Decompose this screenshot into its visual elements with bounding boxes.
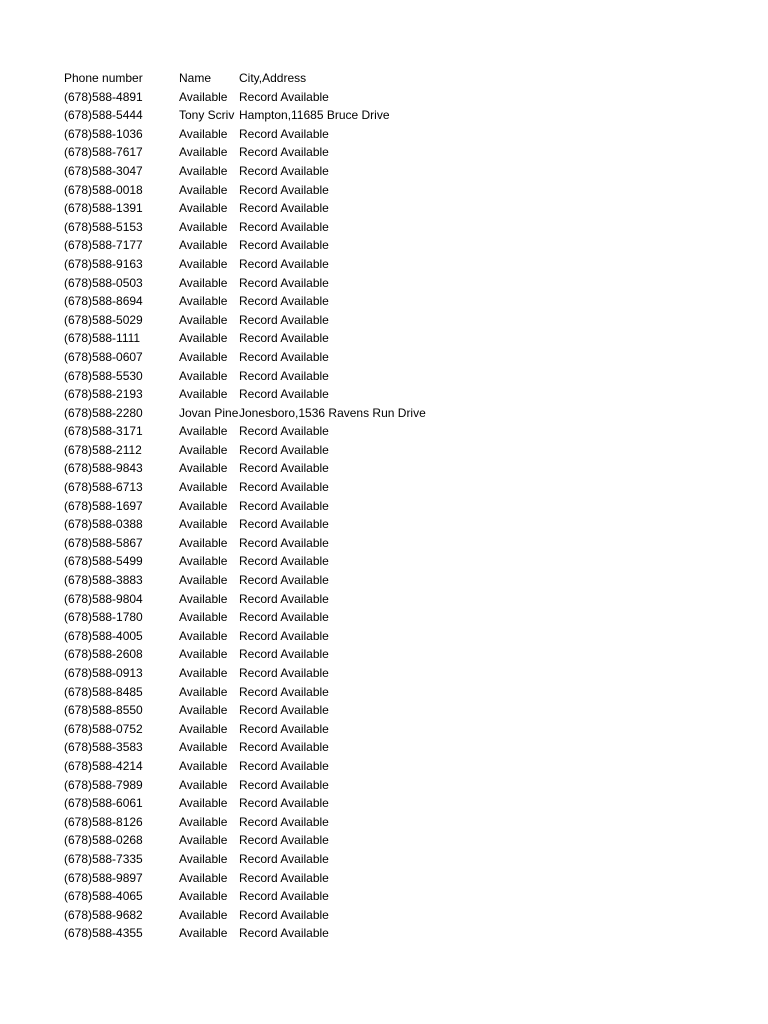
cell-phone-number: (678)588-9804 (64, 591, 143, 606)
table-row (64, 776, 484, 795)
cell-phone-number: (678)588-8550 (64, 703, 143, 718)
table-row (64, 906, 484, 925)
cell-phone-number: (678)588-0913 (64, 666, 143, 680)
cell-name: Available (179, 201, 228, 216)
cell-phone-number: (678)588-2280 (64, 405, 143, 420)
table-row (64, 831, 484, 850)
table-row (64, 757, 484, 776)
cell-phone-number: (678)588-7335 (64, 851, 143, 866)
cell-city-address: Record Available (239, 442, 329, 457)
header-city-address: City,Address (239, 71, 307, 85)
table-row (64, 664, 484, 683)
table-row (64, 125, 484, 144)
cell-name: Available (179, 89, 228, 104)
cell-city-address: Record Available (239, 163, 329, 178)
cell-name: Available (179, 275, 228, 290)
cell-phone-number: (678)588-8485 (64, 684, 143, 699)
cell-phone-number: (678)588-4355 (64, 926, 143, 941)
table-row (64, 143, 484, 162)
cell-phone-number: (678)588-3047 (64, 163, 143, 178)
table-row (64, 255, 484, 274)
cell-city-address: Record Available (239, 480, 329, 495)
cell-phone-number: (678)588-9843 (64, 461, 143, 476)
table-row (64, 478, 484, 497)
cell-name: Available (179, 573, 228, 588)
cell-name: Available (179, 666, 228, 680)
cell-city-address: Record Available (239, 889, 329, 904)
cell-city-address: Record Available (239, 461, 329, 476)
table-body (64, 88, 484, 943)
phone-records-table (64, 69, 484, 943)
cell-phone-number: (678)588-0268 (64, 833, 143, 848)
cell-city-address: Record Available (239, 926, 329, 941)
table-row (64, 645, 484, 664)
table-row (64, 813, 484, 832)
header-phone-number: Phone number (64, 71, 143, 85)
table-row (64, 924, 484, 943)
cell-name: Available (179, 684, 228, 699)
cell-city-address: Record Available (239, 182, 329, 197)
table-row (64, 552, 484, 571)
cell-city-address: Record Available (239, 796, 329, 811)
cell-phone-number: (678)588-0018 (64, 182, 143, 197)
cell-name: Available (179, 256, 228, 271)
cell-name: Available (179, 851, 228, 866)
table-row (64, 534, 484, 553)
table-row (64, 236, 484, 255)
cell-city-address: Record Available (239, 219, 329, 234)
cell-phone-number: (678)588-0503 (64, 275, 143, 290)
cell-name: Available (179, 758, 228, 773)
cell-city-address: Record Available (239, 758, 329, 773)
cell-city-address: Record Available (239, 666, 329, 680)
table-row (64, 515, 484, 534)
table-row (64, 720, 484, 739)
cell-name: Available (179, 219, 228, 234)
cell-phone-number: (678)588-1111 (64, 331, 141, 346)
cell-city-address: Record Available (239, 777, 329, 792)
table-row (64, 738, 484, 757)
cell-city-address: Record Available (239, 647, 329, 662)
cell-name: Available (179, 424, 228, 439)
table-row (64, 162, 484, 181)
cell-city-address: Record Available (239, 535, 329, 550)
cell-phone-number: (678)588-7177 (64, 238, 143, 253)
cell-city-address: Record Available (239, 591, 329, 606)
cell-phone-number: (678)588-9163 (64, 256, 143, 271)
cell-city-address: Record Available (239, 498, 329, 513)
cell-name: Available (179, 703, 228, 718)
cell-name: Available (179, 145, 228, 160)
cell-name: Available (179, 480, 228, 495)
cell-city-address: Record Available (239, 907, 329, 922)
cell-phone-number: (678)588-1780 (64, 610, 143, 625)
table-row (64, 869, 484, 888)
cell-phone-number: (678)588-7617 (64, 145, 143, 160)
cell-name: Available (179, 833, 228, 848)
cell-city-address: Record Available (239, 573, 329, 588)
table-row (64, 218, 484, 237)
table-row (64, 608, 484, 627)
cell-name: Available (179, 163, 228, 178)
table-row (64, 274, 484, 293)
cell-name: Available (179, 610, 228, 625)
cell-name: Available (179, 926, 228, 941)
cell-name: Available (179, 517, 228, 532)
cell-city-address: Record Available (239, 833, 329, 848)
cell-city-address: Record Available (239, 517, 329, 532)
cell-name: Available (179, 498, 228, 513)
cell-city-address: Record Available (239, 294, 329, 309)
table-row (64, 441, 484, 460)
cell-city-address: Record Available (239, 740, 329, 755)
table-row (64, 590, 484, 609)
cell-name: Available (179, 312, 228, 327)
cell-city-address: Record Available (239, 610, 329, 625)
cell-phone-number: (678)588-5444 (64, 108, 143, 123)
cell-city-address: Record Available (239, 331, 329, 346)
cell-name: Available (179, 294, 228, 309)
cell-name: Available (179, 889, 228, 904)
table-row (64, 348, 484, 367)
cell-city-address: Record Available (239, 126, 329, 141)
cell-phone-number: (678)588-7989 (64, 777, 143, 792)
cell-city-address: Record Available (239, 628, 329, 643)
cell-city-address: Record Available (239, 312, 329, 327)
cell-name: Available (179, 591, 228, 606)
cell-name: Available (179, 628, 228, 643)
cell-name: Available (179, 721, 228, 736)
cell-city-address: Record Available (239, 424, 329, 439)
cell-phone-number: (678)588-5499 (64, 554, 143, 569)
cell-name: Available (179, 331, 228, 346)
cell-name: Available (179, 535, 228, 550)
cell-name: Available (179, 647, 228, 662)
cell-name: Available (179, 442, 228, 457)
cell-phone-number: (678)588-3171 (64, 424, 143, 439)
cell-name: Available (179, 182, 228, 197)
cell-city-address: Record Available (239, 275, 329, 290)
table-row (64, 404, 484, 423)
table-row (64, 683, 484, 702)
cell-phone-number: (678)588-4891 (64, 89, 143, 104)
cell-phone-number: (678)588-4214 (64, 758, 143, 773)
cell-phone-number: (678)588-0752 (64, 721, 143, 736)
cell-phone-number: (678)588-5153 (64, 219, 143, 234)
cell-name: Tony Scriv (179, 108, 235, 123)
cell-phone-number: (678)588-1036 (64, 126, 143, 141)
cell-name: Available (179, 126, 228, 141)
cell-city-address: Record Available (239, 145, 329, 160)
cell-name: Available (179, 349, 228, 364)
table-row (64, 497, 484, 516)
cell-name: Available (179, 740, 228, 755)
cell-phone-number: (678)588-1391 (64, 201, 143, 216)
table-row (64, 367, 484, 386)
cell-phone-number: (678)588-4065 (64, 889, 143, 904)
cell-phone-number: (678)588-8694 (64, 294, 143, 309)
cell-name: Available (179, 387, 228, 402)
cell-city-address: Record Available (239, 703, 329, 718)
cell-city-address: Hampton,11685 Bruce Drive (239, 108, 390, 123)
table-row (64, 292, 484, 311)
cell-phone-number: (678)588-5029 (64, 312, 143, 327)
cell-phone-number: (678)588-6713 (64, 480, 143, 495)
cell-name: Available (179, 814, 228, 829)
cell-phone-number: (678)588-2608 (64, 647, 143, 662)
cell-name: Available (179, 870, 228, 885)
cell-name: Available (179, 907, 228, 922)
table-row (64, 199, 484, 218)
cell-name: Available (179, 777, 228, 792)
cell-city-address: Record Available (239, 256, 329, 271)
cell-city-address: Record Available (239, 201, 329, 216)
cell-city-address: Record Available (239, 349, 329, 364)
cell-phone-number: (678)588-0607 (64, 349, 143, 364)
cell-city-address: Record Available (239, 554, 329, 569)
cell-phone-number: (678)588-3883 (64, 573, 143, 588)
table-row (64, 181, 484, 200)
table-row (64, 311, 484, 330)
cell-city-address: Record Available (239, 238, 329, 253)
cell-name: Available (179, 554, 228, 569)
cell-phone-number: (678)588-4005 (64, 628, 143, 643)
table-row (64, 385, 484, 404)
cell-name: Available (179, 238, 228, 253)
cell-city-address: Record Available (239, 870, 329, 885)
cell-phone-number: (678)588-6061 (64, 796, 143, 811)
cell-name: Available (179, 796, 228, 811)
cell-city-address: Record Available (239, 721, 329, 736)
table-row (64, 88, 484, 107)
cell-city-address: Record Available (239, 684, 329, 699)
cell-phone-number: (678)588-5530 (64, 368, 143, 383)
cell-phone-number: (678)588-5867 (64, 535, 143, 550)
table-row (64, 627, 484, 646)
cell-phone-number: (678)588-0388 (64, 517, 143, 532)
cell-city-address: Record Available (239, 851, 329, 866)
table-row (64, 701, 484, 720)
cell-city-address: Record Available (239, 814, 329, 829)
cell-city-address: Record Available (239, 368, 329, 383)
cell-phone-number: (678)588-3583 (64, 740, 143, 755)
cell-phone-number: (678)588-1697 (64, 498, 143, 513)
table-row (64, 571, 484, 590)
table-row (64, 106, 484, 125)
table-row (64, 850, 484, 869)
table-row (64, 422, 484, 441)
cell-phone-number: (678)588-2193 (64, 387, 143, 402)
table-row (64, 887, 484, 906)
table-row (64, 794, 484, 813)
cell-phone-number: (678)588-2112 (64, 442, 142, 457)
cell-name: Available (179, 368, 228, 383)
cell-phone-number: (678)588-8126 (64, 814, 143, 829)
cell-city-address: Record Available (239, 387, 329, 402)
cell-name: Jovan Pine (179, 405, 239, 420)
cell-city-address: Record Available (239, 89, 329, 104)
cell-phone-number: (678)588-9682 (64, 907, 143, 922)
table-row (64, 329, 484, 348)
table-header-row (64, 69, 484, 88)
cell-city-address: Jonesboro,1536 Ravens Run Drive (239, 405, 426, 420)
cell-phone-number: (678)588-9897 (64, 870, 143, 885)
table-row (64, 459, 484, 478)
header-name: Name (179, 71, 212, 85)
cell-name: Available (179, 461, 228, 476)
